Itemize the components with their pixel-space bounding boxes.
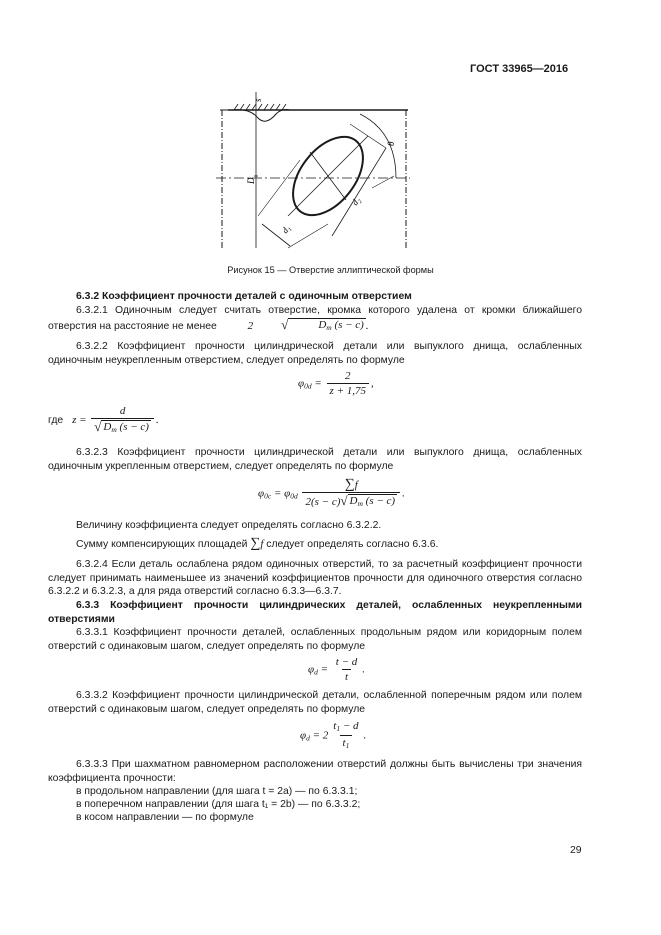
hatching	[234, 104, 286, 110]
figure-caption: Рисунок 15 — Отверстие эллиптической формы	[227, 265, 434, 275]
page-number: 29	[570, 845, 582, 856]
formula-phi-0c: $\varphi_{0c} = \varphi_{0d}$ ∑f 2(s − c) √ $D_m$ (s − c) .	[258, 477, 405, 508]
paragraph-6-3-3-3: 6.3.3.3 При шахматном равномерном расположении отверстий должны быть вычислены три значения коэффициента прочности:	[48, 759, 582, 784]
paragraph-coef-ref: Величину коэффициента следует определять согласно 6.3.2.2.	[76, 520, 382, 531]
formula-phi-d-transverse: $\varphi_d = 2$ $\frac{t_1 - d}{t_1}$ .	[300, 720, 367, 750]
label-theta: θ	[386, 141, 396, 146]
formula-phi-d-longitudinal: $\varphi_d$ = $\frac{t - d}{t}$ .	[308, 656, 366, 683]
label-d1: d₁	[279, 223, 293, 236]
paragraph-6-3-2-2: 6.3.2.2 Коэффициент прочности цилиндрической детали или выпуклого днища, ослабленных одиночным неукрепленным отверстием, следует определять по формуле	[48, 341, 582, 366]
ellipse-minor-axis	[310, 152, 346, 200]
label-D: D	[246, 177, 256, 184]
formula-min-distance: 2 √ $D_m$ (s − c) .	[247, 316, 369, 332]
list-item-oblique: в косом направлении — по формуле	[76, 812, 254, 823]
label-s: s	[253, 98, 263, 102]
paragraph-6-3-2-1	[48, 304, 582, 334]
paragraph-6-3-3-2: 6.3.3.2 Коэффициент прочности цилиндрической детали, ослабленной поперечным рядом или полем отверстий с одинаковым шагом, следует определять по формуле	[48, 690, 582, 715]
section-6-3-2-title: 6.3.2 Коэффициент прочности деталей с одиночным отверстием	[76, 291, 412, 302]
paragraph-compensating-areas: Сумму компенсирующих площадей ∑f следует определять согласно 6.3.6.	[76, 536, 439, 551]
standard-number: ГОСТ 33965—2016	[470, 63, 569, 75]
list-item-transverse: в поперечном направлении (для шага t₁ = 2b) — по 6.3.3.2;	[76, 799, 361, 810]
figure-elliptical-hole	[210, 88, 420, 258]
paragraph-6-3-2-1-text: 6.3.2.1 Одиночным следует считать отверстие, кромка которого удалена от кромки ближайшего отверстия на расстояние не менее	[48, 305, 582, 332]
formula-phi-0d: $\varphi_{0d}$ = $\frac{2}{z + 1,75}$ ,	[298, 370, 374, 397]
list-item-longitudinal: в продольном направлении (для шага t = 2a) — по 6.3.3.1;	[76, 786, 358, 797]
where-word: где	[48, 415, 64, 427]
label-d2: d₂	[349, 195, 363, 208]
surface-notch	[232, 110, 290, 122]
paragraph-6-3-2-4: 6.3.2.4 Если деталь ослаблена рядом одиночных отверстий, то за расчетный коэффициент прочности следует принимать наименьшее из значений коэффициентов прочности для одиночного отверстия согласно 6.3.2.2 и 6.3.2.3, а для ряда отверстий согласно 6.3.3—6.3.7.	[48, 559, 582, 598]
section-6-3-3-title: 6.3.3 Коэффициент прочности цилиндрических деталей, ослабленных неукрепленными отверстиями	[48, 600, 582, 625]
formula-z-where: где z = d √ $D_m$ (s − c) .	[48, 405, 159, 434]
paragraph-6-3-2-3: 6.3.2.3 Коэффициент прочности цилиндрической детали или выпуклого днища, ослабленных одиночным укрепленным отверстием, следует определять по формуле	[48, 447, 582, 472]
paragraph-6-3-3-1: 6.3.3.1 Коэффициент прочности деталей, ослабленных продольным рядом или коридорным полем отверстий с одинаковым шагом, следует определять по формуле	[48, 627, 582, 652]
